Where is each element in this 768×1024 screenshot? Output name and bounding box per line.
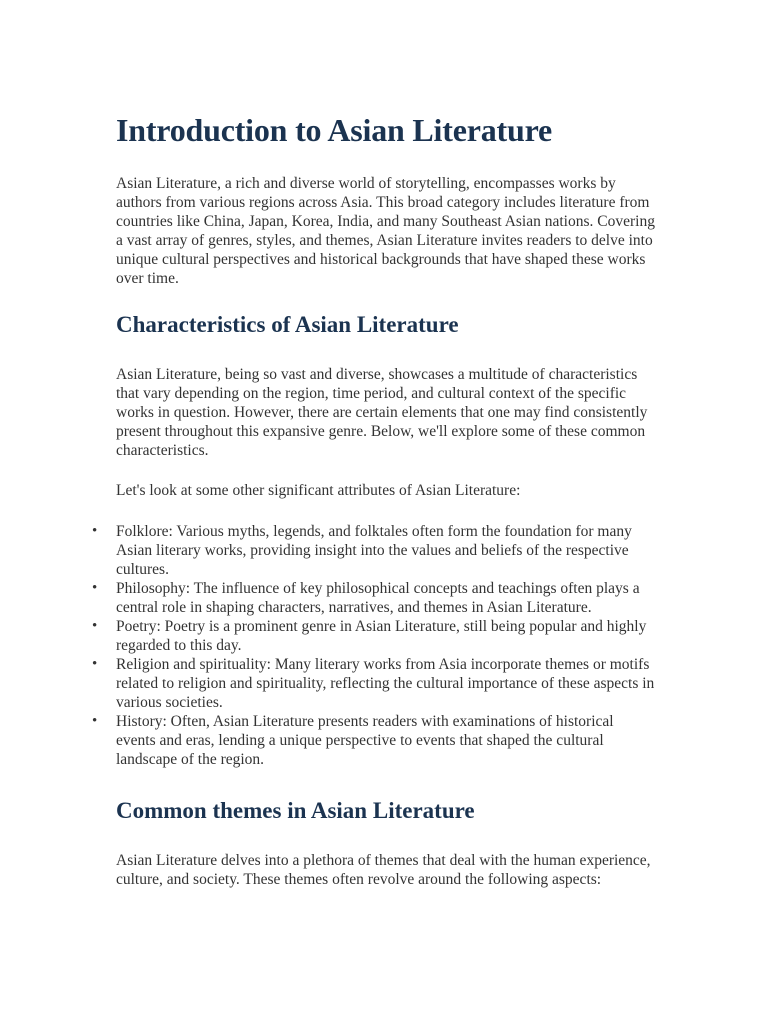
attributes-intro-paragraph: Let's look at some other significant attributes of Asian Literature: [116, 482, 521, 499]
list-item-religion [92, 655, 656, 712]
list-item-text: Poetry: Poetry is a prominent genre in Asian Literature, still being popular and highly regarded to this day. [116, 618, 647, 654]
list-item-philosophy [92, 579, 656, 617]
list-item-folklore [92, 522, 656, 579]
list-item-poetry [92, 617, 656, 655]
list-item-history [92, 712, 656, 769]
list-item-text: History: Often, Asian Literature presents readers with examinations of historical events and eras, lending a unique perspective to events that shaped the cultural landscape of the region. [116, 713, 614, 768]
bullet-icon: • [92, 713, 98, 729]
bullet-icon: • [92, 618, 98, 634]
document-page [92, 104, 656, 910]
characteristics-heading: Characteristics of Asian Literature [116, 312, 459, 337]
intro-paragraph: Asian Literature, a rich and diverse world of storytelling, encompasses works by authors from various regions across Asia. This broad category includes literature from countries like China, Japan, Korea, India, and many Southeast Asian nations. Covering a vast array of genres, styles, and themes, Asian Literature invites readers to delve into unique cultural perspectives and historical backgrounds that have shaped these works over time. [116, 175, 655, 287]
page-title: Introduction to Asian Literature [116, 112, 552, 148]
list-item-text: Philosophy: The influence of key philosophical concepts and teachings often plays a central role in shaping characters, narratives, and themes in Asian Literature. [116, 580, 640, 616]
list-item-text: Folklore: Various myths, legends, and folktales often form the foundation for many Asian literary works, providing insight into the values and beliefs of the respective cultures. [116, 523, 632, 578]
attributes-list [92, 522, 656, 769]
bullet-icon: • [92, 523, 98, 539]
characteristics-paragraph: Asian Literature, being so vast and diverse, showcases a multitude of characteristics that vary depending on the region, time period, and cultural context of the specific works in question. However, there are certain elements that one may find consistently present throughout this expansive genre. Below, we'll explore some of these common characteristics. [116, 366, 648, 459]
themes-heading: Common themes in Asian Literature [116, 798, 475, 823]
themes-paragraph: Asian Literature delves into a plethora of themes that deal with the human experience, culture, and society. These themes often revolve around the following aspects: [116, 852, 651, 888]
list-item-text: Religion and spirituality: Many literary works from Asia incorporate themes or motifs related to religion and spirituality, reflecting the cultural importance of these aspects in various societies. [116, 656, 655, 711]
bullet-icon: • [92, 580, 98, 596]
bullet-icon: • [92, 656, 98, 672]
